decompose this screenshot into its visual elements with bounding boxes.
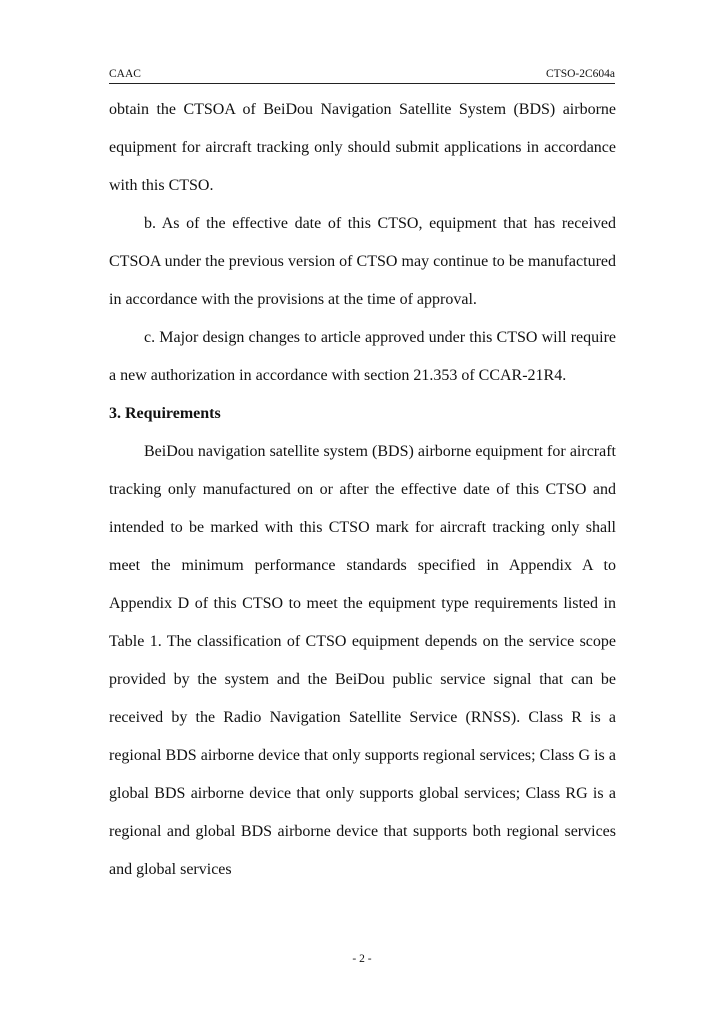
page-number: - 2 -: [352, 953, 372, 965]
paragraph-c: c. Major design changes to article approved under this CTSO will require a new authorization in accordance with section 21.353 of CCAR-21R4.: [109, 329, 616, 384]
paragraph-requirements: BeiDou navigation satellite system (BDS) airborne equipment for aircraft tracking only manufactured on or after the effective date of this CTSO and intended to be marked with this CTSO mark for aircraft tracking only shall meet the minimum performance standards specified in Appendix A to Appendix D of this CTSO to meet the equipment type requirements listed in Table 1. The classification of CTSO equipment depends on the service scope provided by the system and the BeiDou public service signal that can be received by the Radio Navigation Satellite Service (RNSS). Class R is a regional BDS airborne device that only supports regional services; Class G is a global BDS airborne device that only supports global services; Class RG is a regional and global BDS airborne device that supports both regional services and global services: [109, 443, 616, 878]
paragraph-intro: obtain the CTSOA of BeiDou Navigation Satellite System (BDS) airborne equipment for aircraft tracking only should submit applications in accordance with this CTSO.: [109, 101, 616, 194]
document-body: [109, 91, 616, 889]
section-heading-requirements: 3. Requirements: [109, 405, 221, 422]
page-header: [109, 66, 615, 84]
header-organization: CAAC: [109, 68, 141, 80]
paragraph-b: b. As of the effective date of this CTSO, equipment that has received CTSOA under the previous version of CTSO may continue to be manufactured in accordance with the provisions at the time of approval.: [109, 215, 616, 308]
header-document-id: CTSO-2C604a: [546, 68, 615, 80]
